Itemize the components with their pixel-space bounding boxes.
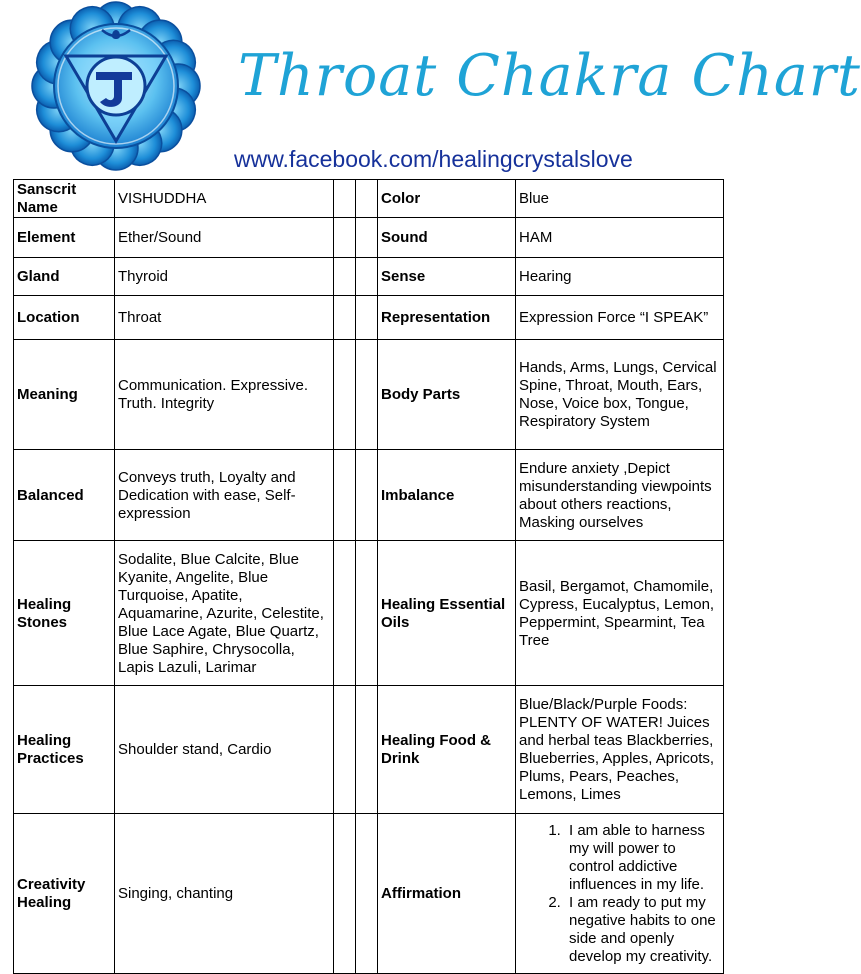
cell-value: Endure anxiety ,Depict misunderstanding viewpoints about others reactions, Masking ourselves [516,450,724,541]
cell-label: Healing Stones [14,541,115,686]
affirmation-item: 1. I am able to harness my will power to control addictive influences in my life. [565,822,720,894]
cell-label: Gland [14,258,115,296]
cell-label: Sanscrit Name [14,180,115,218]
cell-value: Shoulder stand, Cardio [115,686,334,814]
table-row [14,296,724,340]
cell-label: Meaning [14,340,115,450]
cell-label: Element [14,218,115,258]
spacer-cell [356,340,378,450]
spacer-cell [356,180,378,218]
table-row [14,450,724,541]
table-row [14,218,724,258]
spacer-cell [334,258,356,296]
table-row [14,340,724,450]
cell-value: Hearing [516,258,724,296]
spacer-cell [356,218,378,258]
cell-label: Sense [378,258,516,296]
cell-label: Imbalance [378,450,516,541]
cell-label: Healing Practices [14,686,115,814]
affirmation-cell [516,814,724,974]
cell-label: Balanced [14,450,115,541]
throat-chakra-symbol-icon [4,2,236,170]
table-row [14,180,724,218]
cell-label: Affirmation [378,814,516,974]
cell-value: Basil, Bergamot, Chamomile, Cypress, Eucalyptus, Lemon, Peppermint, Spearmint, Tea Tree [516,541,724,686]
spacer-cell [334,180,356,218]
cell-value: Ether/Sound [115,218,334,258]
spacer-cell [334,541,356,686]
cell-value: HAM [516,218,724,258]
cell-label: Healing Essential Oils [378,541,516,686]
cell-value: Singing, chanting [115,814,334,974]
cell-label: Location [14,296,115,340]
chakra-table [13,179,724,974]
spacer-cell [334,450,356,541]
cell-label: Creativity Healing [14,814,115,974]
spacer-cell [356,450,378,541]
spacer-cell [356,541,378,686]
cell-label: Sound [378,218,516,258]
spacer-cell [334,218,356,258]
spacer-cell [334,686,356,814]
cell-label: Body Parts [378,340,516,450]
spacer-cell [356,296,378,340]
cell-value: Communication. Expressive. Truth. Integrity [115,340,334,450]
table-row [14,541,724,686]
cell-value: Hands, Arms, Lungs, Cervical Spine, Throat, Mouth, Ears, Nose, Voice box, Tongue, Respiratory System [516,340,724,450]
cell-value: VISHUDDHA [115,180,334,218]
spacer-cell [356,814,378,974]
cell-value: Thyroid [115,258,334,296]
cell-value: Throat [115,296,334,340]
affirmation-list [519,822,720,966]
table-row [14,686,724,814]
spacer-cell [356,258,378,296]
cell-value: Expression Force “I SPEAK” [516,296,724,340]
cell-value: Blue [516,180,724,218]
table-row [14,814,724,974]
spacer-cell [334,340,356,450]
cell-label: Color [378,180,516,218]
spacer-cell [334,814,356,974]
affirmation-item: 2. I am ready to put my negative habits to one side and openly develop my creativity. [565,894,720,966]
facebook-url: www.facebook.com/healingcrystalslove [234,146,633,172]
chart-title: Throat Chakra Chart [238,43,861,109]
spacer-cell [356,686,378,814]
table-row [14,258,724,296]
cell-value: Sodalite, Blue Calcite, Blue Kyanite, Angelite, Blue Turquoise, Apatite, Aquamarine, Azurite, Celestite, Blue Lace Agate, Blue Quartz, Blue Saphire, Chrysocolla, Lapis Lazuli, Larimar [115,541,334,686]
cell-value: Blue/Black/Purple Foods: PLENTY OF WATER! Juices and herbal teas Blackberries, Blueberries, Apples, Apricots, Plums, Pears, Peaches, Lemons, Limes [516,686,724,814]
cell-value: Conveys truth, Loyalty and Dedication with ease, Self-expression [115,450,334,541]
spacer-cell [334,296,356,340]
cell-label: Healing Food & Drink [378,686,516,814]
cell-label: Representation [378,296,516,340]
